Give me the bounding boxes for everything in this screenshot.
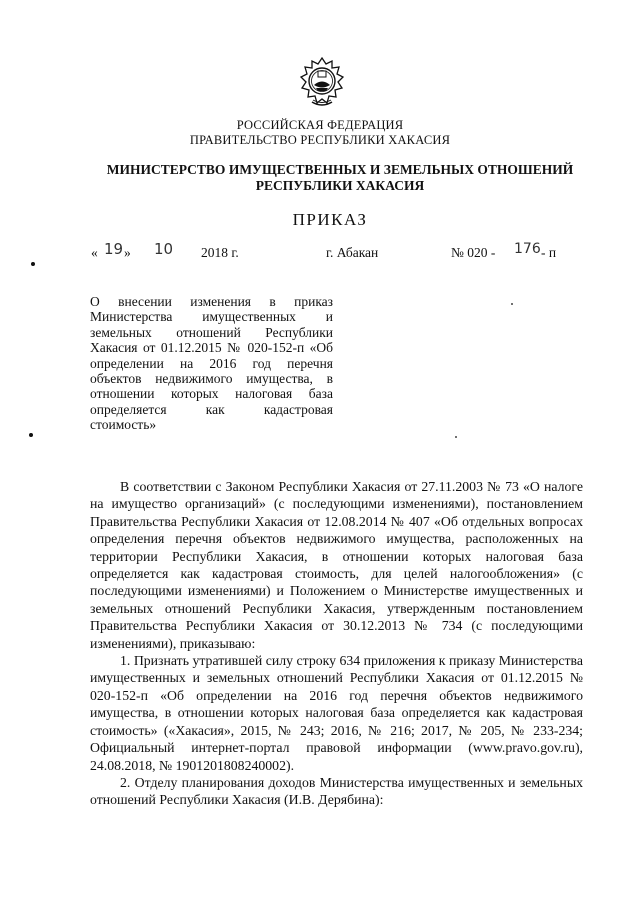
coat-of-arms-icon <box>299 56 345 110</box>
scan-speck <box>455 436 457 438</box>
subject-line: определении на 2016 год перечня <box>90 355 333 371</box>
order-number-handwritten: 176 <box>514 241 541 257</box>
preamble-paragraph: В соответствии с Законом Республики Хакасия от 27.11.2003 № 73 «О налоге на имущество организаций» (с последующими изменениями), постановлением Правительства Республики Хакасия от 12.08.2014 № 407 «Об отдельных вопросах определения перечня объектов недвижимого имущества, расположенных на территории Республики Хакасия, в отношении которых налоговая база определяется как кадастровая стоимость, для целей налогообложения» (с последующими изменениями) и Положением о Министерстве имущественных и земельных отношений Республики Хакасия, утвержденным постановлением Правительства Республики Хакасия от 30.12.2013 № 734 (с последующими изменениями), приказываю: <box>90 479 583 651</box>
subject-line: определяется как кадастровая <box>90 401 333 417</box>
date-quote-close: » <box>124 245 131 260</box>
government-name: ПРАВИТЕЛЬСТВО РЕСПУБЛИКИ ХАКАСИЯ <box>189 133 451 147</box>
country-name: РОССИЙСКАЯ ФЕДЕРАЦИЯ <box>236 118 404 132</box>
subject-line: О внесении изменения в приказ <box>90 294 333 309</box>
document-type: ПРИКАЗ <box>292 210 368 229</box>
subject-line: Хакасия от 01.12.2015 № 020-152-п «Об <box>90 340 333 356</box>
subject-line: земельных отношений Республики <box>90 324 333 340</box>
ministry-name-line2: РЕСПУБЛИКИ ХАКАСИЯ <box>255 178 425 193</box>
date-month: 10 <box>154 240 174 258</box>
scan-speck <box>31 262 35 266</box>
date-day: 19 <box>104 240 124 258</box>
date-year: 2018 г. <box>201 245 239 260</box>
subject-line: Министерства имущественных и <box>90 309 333 325</box>
city: г. Абакан <box>326 245 379 260</box>
order-body <box>90 478 583 809</box>
subject-line: объектов недвижимого имущества, в <box>90 371 333 387</box>
scan-speck <box>511 303 513 305</box>
order-item-2: 2. Отделу планирования доходов Министерства имущественных и земельных отношений Республики Хакасия (И.В. Дерябина): <box>90 774 583 808</box>
order-number-prefix: № 020 - <box>451 245 496 260</box>
subject-line: отношении которых налоговая база <box>90 386 333 402</box>
date-quote-open: « <box>91 245 98 260</box>
order-number-suffix: - п <box>541 245 557 260</box>
subject-line: стоимость» <box>90 417 157 433</box>
order-subject <box>90 294 333 433</box>
order-item-1: 1. Признать утратившей силу строку 634 приложения к приказу Министерства имущественных и земельных отношений Республики Хакасия от 01.12.2015 № 020-152-п «Об определении на 2016 год перечня объектов недвижимого имущества, в отношении которых налоговая база определяется как кадастровая стоимость» («Хакасия», 2015, № 243; 2016, № 216; 2017, № 205, № 233-234; Официальный интернет-портал правовой информации (www.pravo.gov.ru), 24.08.2018, № 1901201808240002). <box>90 653 583 773</box>
scan-speck <box>29 433 33 437</box>
ministry-name-line1: МИНИСТЕРСТВО ИМУЩЕСТВЕННЫХ И ЗЕМЕЛЬНЫХ ОТНОШЕНИЙ <box>106 162 574 177</box>
